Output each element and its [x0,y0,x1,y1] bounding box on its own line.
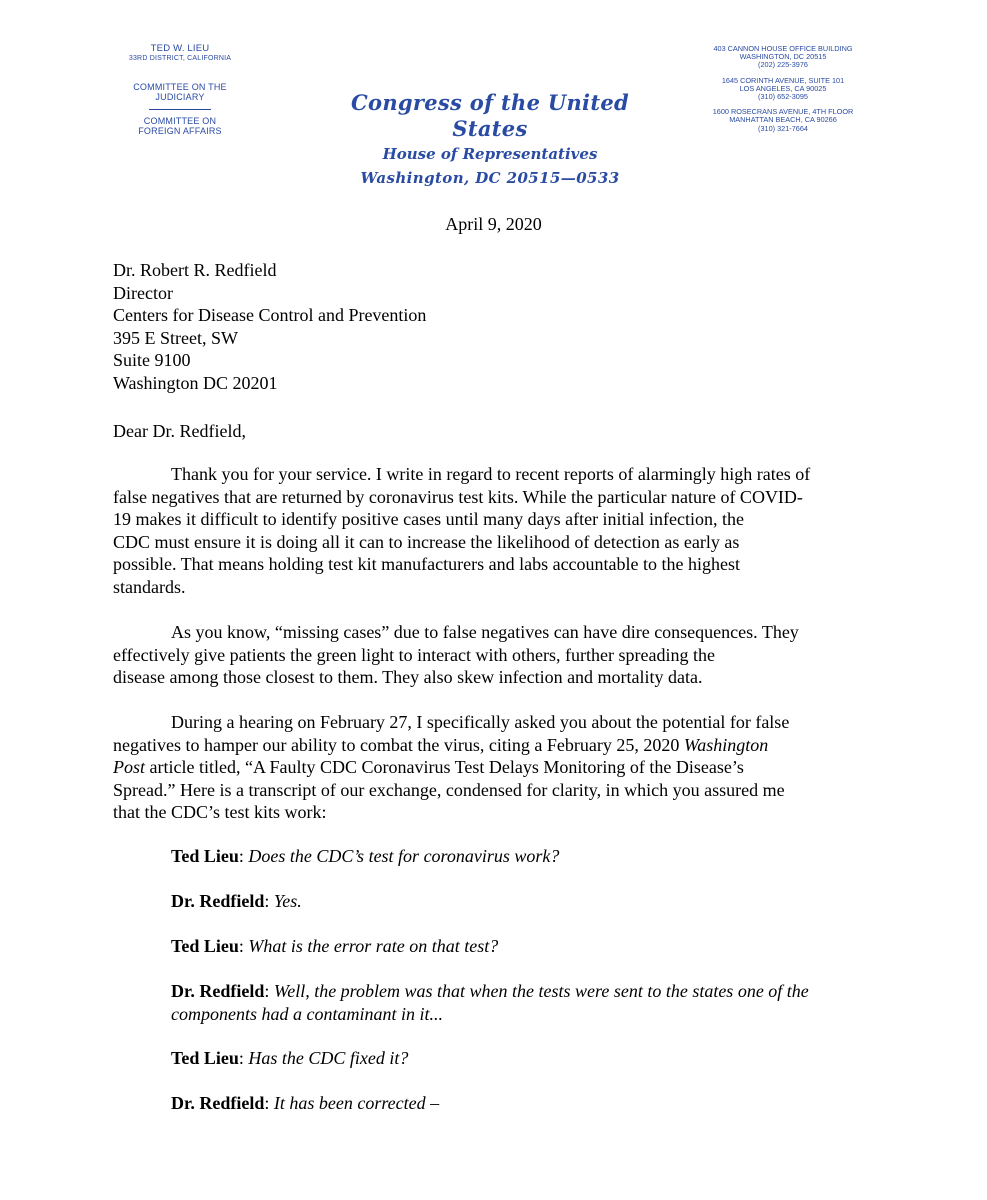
paragraph-line: CDC must ensure it is doing all it can to increase the likelihood of detection as early as [113,531,740,552]
recipient-org: Centers for Disease Control and Prevention [113,305,427,325]
transcript-line [171,845,881,868]
paragraph-line: effectively give patients the green light to interact with others, further spreading the [113,644,715,665]
transcript-line [171,980,881,1025]
transcript-line [171,1092,881,1115]
quote: Does the CDC’s test for coronavirus work? [248,846,560,866]
paragraph-line [113,711,873,734]
office-mb-line2: MANHATTAN BEACH, CA 90266 [729,115,837,125]
committee-divider [149,109,211,110]
speaker: Ted Lieu [171,1048,239,1068]
paragraph-line: standards. [113,576,186,597]
committee-foreign-line2: FOREIGN AFFAIRS [138,126,222,136]
speaker-separator: : [264,891,274,911]
recipient-title: Director [113,282,173,303]
committee-judiciary-line1: COMMITTEE ON THE [133,82,227,92]
letterhead-center [320,90,660,190]
quote-continued: components had a contaminant in it... [171,1003,443,1024]
recipient-address [113,259,873,394]
letterhead-left [118,44,242,136]
transcript-line [171,935,881,958]
member-name: TED W. LIEU [150,43,210,54]
office-mb [698,108,868,133]
office-dc [698,45,868,70]
paragraph-line [113,734,873,757]
office-dc-line2: WASHINGTON, DC 20515 [739,52,827,62]
recipient-city: Washington DC 20201 [113,372,278,393]
washington-address: Washington, DC 20515—0533 [360,169,620,187]
paragraph-line: possible. That means holding test kit manufacturers and labs accountable to the highest [113,554,741,574]
speaker-separator: : [264,981,274,1001]
paragraph-line: 19 makes it difficult to identify positive cases until many days after initial infection, the [113,509,745,529]
paragraph-line [113,756,873,779]
letterhead-right [698,45,868,140]
salutation: Dear Dr. Redfield, [113,421,246,441]
speaker: Dr. Redfield [171,1093,265,1113]
speaker: Dr. Redfield [171,981,265,1001]
paragraph-line: disease among those closest to them. They also skew infection and mortality data. [113,667,703,687]
office-dc-phone: (202) 225-3976 [758,60,808,70]
quote: Well, the problem was that when the tests were sent to the states one of the [273,981,809,1001]
quote: Yes. [273,891,302,911]
member-district: 33RD DISTRICT, CALIFORNIA [128,55,232,62]
paragraph-text: negatives to hamper our ability to combat the virus, citing a February 25, 2020 [113,734,684,755]
paragraph-1 [113,463,873,598]
speaker-separator: : [264,1093,274,1113]
committee-judiciary-line2: JUDICIARY [155,92,205,102]
speaker-separator: : [238,936,249,956]
speaker: Dr. Redfield [171,891,265,911]
publication-title: Post [113,757,146,777]
committee-foreign-line1: COMMITTEE ON [143,116,217,126]
office-la [698,77,868,102]
house-title: House of Representatives [382,145,598,163]
speaker: Ted Lieu [171,846,239,866]
paragraph-line: false negatives that are returned by coronavirus test kits. While the particular nature of COVID- [113,486,803,507]
office-mb-line1: 1600 ROSECRANS AVENUE, 4TH FLOOR [712,107,854,117]
publication-title: Washington [683,734,769,755]
paragraph-text: Thank you for your service. I write in regard to recent reports of alarmingly high rates of [171,464,811,484]
office-mb-phone: (310) 321-7664 [758,123,808,133]
office-la-line1: 1645 CORINTH AVENUE, SUITE 101 [721,75,845,85]
paragraph-3 [113,711,873,824]
paragraph-line [113,621,873,644]
transcript-line [171,890,881,913]
recipient-street: 395 E Street, SW [113,327,238,348]
office-la-phone: (310) 652-3095 [758,92,808,102]
quote: Has the CDC fixed it? [248,1048,409,1068]
quote: What is the error rate on that test? [248,936,499,956]
paragraph-2 [113,621,873,689]
letter-date: April 9, 2020 [445,214,542,234]
paragraph-line: Spread.” Here is a transcript of our exchange, condensed for clarity, in which you assured me [113,779,785,800]
office-la-line2: LOS ANGELES, CA 90025 [739,83,827,93]
congress-title: Congress of the United States [351,90,629,141]
recipient-name: Dr. Robert R. Redfield [113,260,277,280]
speaker: Ted Lieu [171,936,239,956]
transcript-line [171,1047,881,1070]
recipient-suite: Suite 9100 [113,350,191,370]
paragraph-text: article titled, “A Faulty CDC Coronavirus Test Delays Monitoring of the Disease’s [145,757,744,777]
speaker-separator: : [238,846,249,866]
quote: It has been corrected – [273,1093,440,1113]
paragraph-text: As you know, “missing cases” due to false negatives can have dire consequences. They [171,622,799,642]
paragraph-line: that the CDC’s test kits work: [113,802,327,822]
paragraph-text: During a hearing on February 27, I specifically asked you about the potential for false [171,712,790,732]
office-dc-line1: 403 CANNON HOUSE OFFICE BUILDING [713,44,853,53]
paragraph-line [113,463,873,486]
speaker-separator: : [238,1048,249,1068]
